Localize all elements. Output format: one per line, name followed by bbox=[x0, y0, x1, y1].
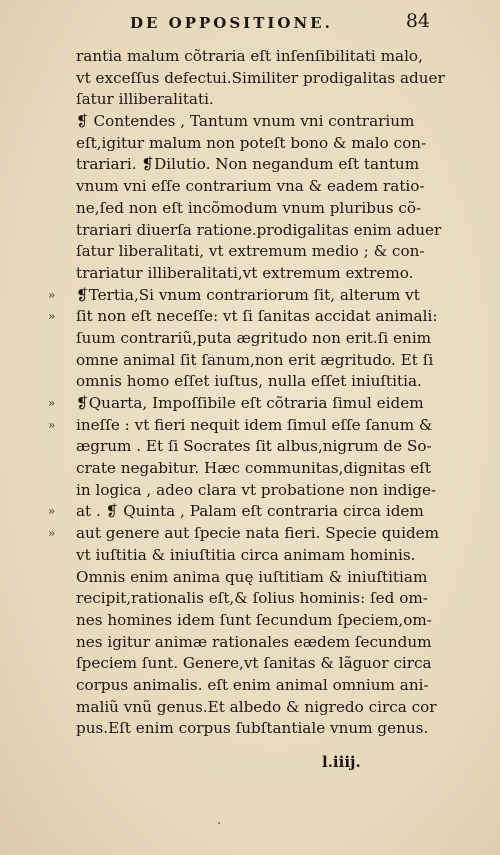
text-line-content: eſt,igitur malum non poteſt bono & malo con- bbox=[76, 133, 427, 152]
text-line-content: nes igitur animæ rationales eædem ſecundum bbox=[76, 632, 432, 651]
text-line-content: ❡Quarta, Impoſſibile eſt cõtraria ſimul eidem bbox=[76, 394, 424, 412]
text-line bbox=[0, 567, 500, 589]
text-line-content: trariari. ❡Dilutio. Non negandum eſt tantum bbox=[76, 155, 420, 174]
margin-quote-marker: » bbox=[48, 287, 56, 302]
text-line bbox=[0, 393, 500, 415]
text-line-content: ❡Tertia,Si vnum contrariorum ſit, alterum vt bbox=[76, 285, 420, 304]
text-line bbox=[0, 653, 500, 675]
text-line bbox=[0, 632, 500, 654]
text-line bbox=[0, 241, 500, 263]
paper-speck bbox=[218, 822, 220, 824]
text-line-content: Omnis enim anima quę iuſtitiam & iniuſtitiam bbox=[76, 567, 428, 586]
margin-quote-marker: » bbox=[48, 526, 56, 541]
text-line-content: pus.Eſt enim corpus ſubſtantiale vnum genus. bbox=[76, 719, 429, 738]
running-head-title: DE OPPOSITIONE. bbox=[130, 14, 333, 32]
text-line-content: trariatur illiberalitati,vt extremum extremo. bbox=[76, 263, 414, 282]
margin-quote-marker: » bbox=[48, 504, 56, 519]
text-line-content: ſatur illiberalitati. bbox=[76, 90, 214, 109]
text-line bbox=[0, 501, 500, 523]
text-line bbox=[0, 154, 500, 176]
text-line bbox=[0, 718, 500, 740]
text-line-content: corpus animalis. eſt enim animal omnium ani- bbox=[76, 675, 429, 694]
text-line bbox=[0, 350, 500, 372]
text-line-content: in logica , adeo clara vt probatione non indige- bbox=[76, 480, 437, 499]
text-line bbox=[0, 436, 500, 458]
text-line bbox=[0, 328, 500, 350]
text-line-content: ❡ Contendes , Tantum vnum vni contrarium bbox=[76, 112, 415, 131]
text-line bbox=[0, 133, 500, 155]
text-line-content: vnum vni eſſe contrarium vna & eadem ratio- bbox=[76, 177, 425, 196]
text-line bbox=[0, 523, 500, 545]
text-line-content: vt iuſtitia & iniuſtitia circa animam hominis. bbox=[76, 545, 416, 564]
text-line bbox=[0, 415, 500, 437]
text-line-content: omnis homo eſſet iuſtus, nulla eſſet iniuſtitia. bbox=[76, 372, 422, 391]
text-line bbox=[0, 545, 500, 567]
text-line bbox=[0, 89, 500, 111]
margin-quote-marker: » bbox=[48, 309, 56, 324]
text-line bbox=[0, 198, 500, 220]
text-line-content: omne animal ſit ſanum,non erit ægritudo. Et ſi bbox=[76, 350, 434, 369]
text-line-content: recipit,rationalis eſt,& ſolius hominis: ſed om- bbox=[76, 589, 428, 608]
text-line-content: ſuum contrariũ,puta ægritudo non erit.ſi enim bbox=[76, 328, 432, 347]
text-line bbox=[0, 176, 500, 198]
text-line bbox=[0, 285, 500, 307]
text-line-content: vt exceſſus defectui.Similiter prodigalitas aduer bbox=[76, 68, 445, 87]
text-line-content: ſpeciem ſunt. Genere,vt ſanitas & lãguor circa bbox=[76, 654, 432, 673]
text-line bbox=[0, 220, 500, 242]
text-line bbox=[0, 588, 500, 610]
signature-mark: l.iiij. bbox=[322, 753, 361, 771]
text-line bbox=[0, 480, 500, 502]
text-line-content: aut genere aut ſpecie nata fieri. Specie quidem bbox=[76, 524, 440, 543]
margin-quote-marker: » bbox=[48, 417, 56, 432]
text-line-content: ne,ſed non eſt incõmodum vnum pluribus cõ- bbox=[76, 198, 422, 217]
text-line-content: ineſſe : vt fieri nequit idem ſimul eſſe ſanum & bbox=[76, 415, 433, 434]
text-line-content: rantia malum cõtraria eſt inſenſibilitati malo, bbox=[76, 47, 423, 65]
text-line-content: ægrum . Et ſi Socrates ſit albus,nigrum de So- bbox=[76, 437, 432, 456]
text-line bbox=[0, 306, 500, 328]
running-head bbox=[130, 10, 430, 36]
text-line-content: trariari diuerſa ratione.prodigalitas enim aduer bbox=[76, 220, 442, 239]
text-line-content: maliũ vnũ genus.Et albedo & nigredo circa cor bbox=[76, 697, 437, 716]
text-line-content: crate negabitur. Hæc communitas,dignitas eſt bbox=[76, 459, 431, 478]
text-line-content: ſatur liberalitati, vt extremum medio ; & con- bbox=[76, 242, 425, 261]
page-number: 84 bbox=[405, 10, 430, 32]
text-line-content: nes homines idem ſunt ſecundum ſpeciem,om- bbox=[76, 610, 432, 629]
margin-quote-marker: » bbox=[48, 396, 56, 410]
text-line bbox=[0, 675, 500, 697]
text-line-content: at . ❡ Quinta , Palam eſt contraria circa idem bbox=[76, 502, 424, 521]
text-line bbox=[0, 263, 500, 285]
text-line bbox=[0, 697, 500, 719]
text-line bbox=[0, 458, 500, 480]
text-line bbox=[0, 610, 500, 632]
text-line bbox=[0, 68, 500, 90]
text-line bbox=[0, 46, 500, 68]
text-line bbox=[0, 111, 500, 133]
text-line-content: ſit non eſt neceſſe: vt ſi ſanitas accidat animali: bbox=[76, 307, 438, 326]
body-text bbox=[0, 46, 500, 740]
text-line bbox=[0, 371, 500, 393]
